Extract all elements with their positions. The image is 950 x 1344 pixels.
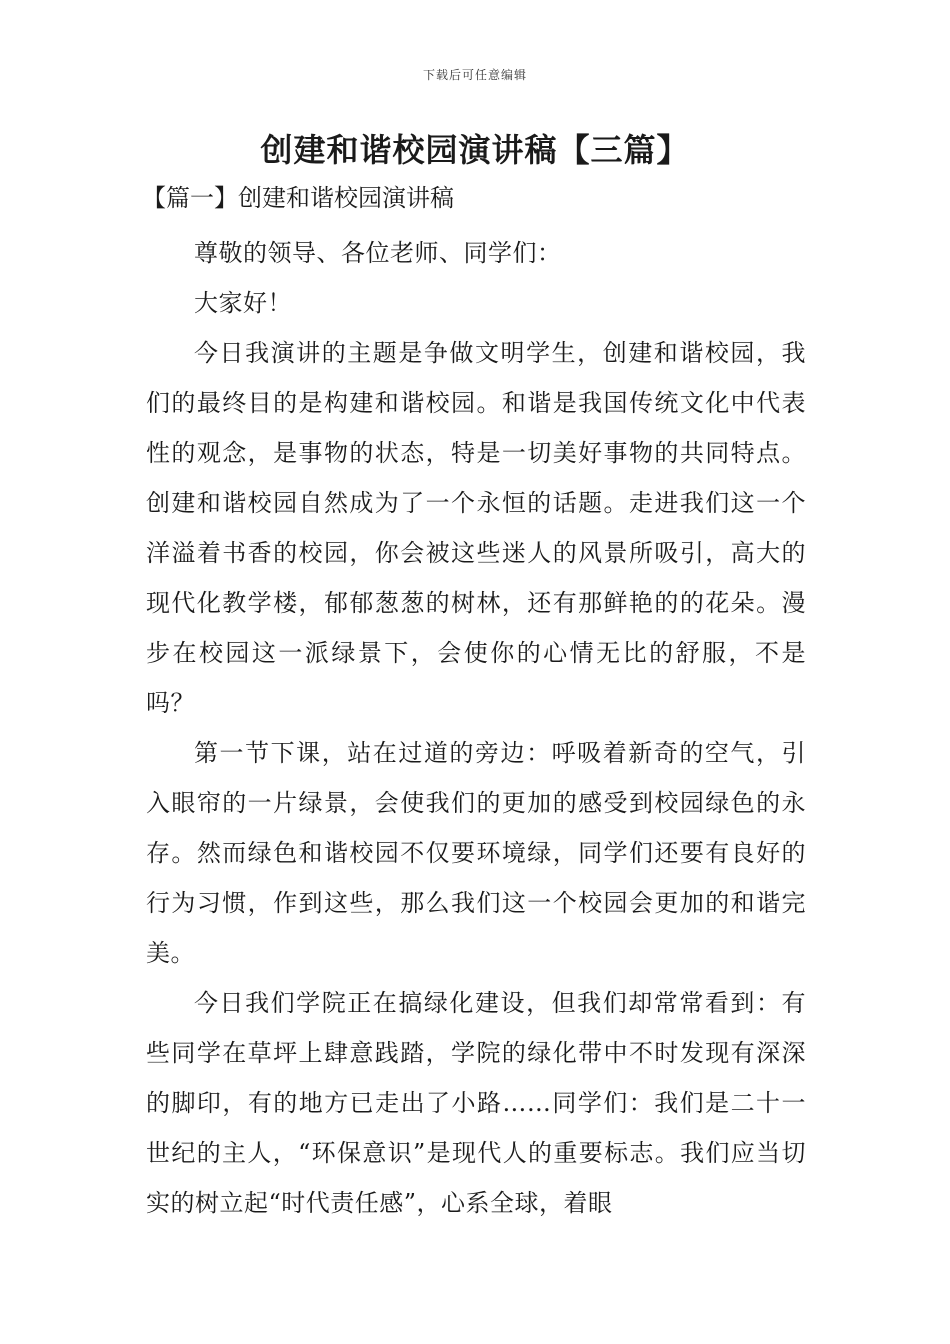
body-paragraph: 第一节下课，站在过道的旁边：呼吸着新奇的空气，引入眼帘的一片绿景，会使我们的更加的感受到校园绿色的永存。然而绿色和谐校园不仅要环境绿，同学们还要有良好的行为习惯，作到这些，那么我们这一个校园会更加的和谐完美。: [146, 739, 806, 967]
body-paragraph: 今日我演讲的主题是争做文明学生，创建和谐校园，我们的最终目的是构建和谐校园。和谐是我国传统文化中代表性的观念，是事物的状态，特是一切美好事物的共同特点。创建和谐校园自然成为了一个永恒的话题。走进我们这一个洋溢着书香的校园，你会被这些迷人的风景所吸引，高大的现代化教学楼，郁郁葱葱的树林，还有那鲜艳的的花朵。漫步在校园这一派绿景下，会使你的心情无比的舒服，不是吗？: [146, 339, 806, 717]
body-paragraph: 今日我们学院正在搞绿化建设，但我们却常常看到：有些同学在草坪上肆意践踏，学院的绿化带中不时发现有深深的脚印，有的地方已走出了小路……同学们：我们是二十一世纪的主人，“环保意识”是现代人的重要标志。我们应当切实的树立起“时代责任感”，心系全球，着眼: [146, 989, 806, 1217]
salutation-paragraph: 尊敬的领导、各位老师、同学们：: [194, 239, 562, 267]
section-heading: 【篇一】创建和谐校园演讲稿: [142, 184, 454, 212]
header-note: 下载后可任意编辑: [422, 68, 527, 82]
greeting-paragraph: 大家好！: [194, 289, 292, 317]
section-body: [146, 228, 806, 1228]
document-title: 创建和谐校园演讲稿【三篇】: [260, 131, 690, 169]
